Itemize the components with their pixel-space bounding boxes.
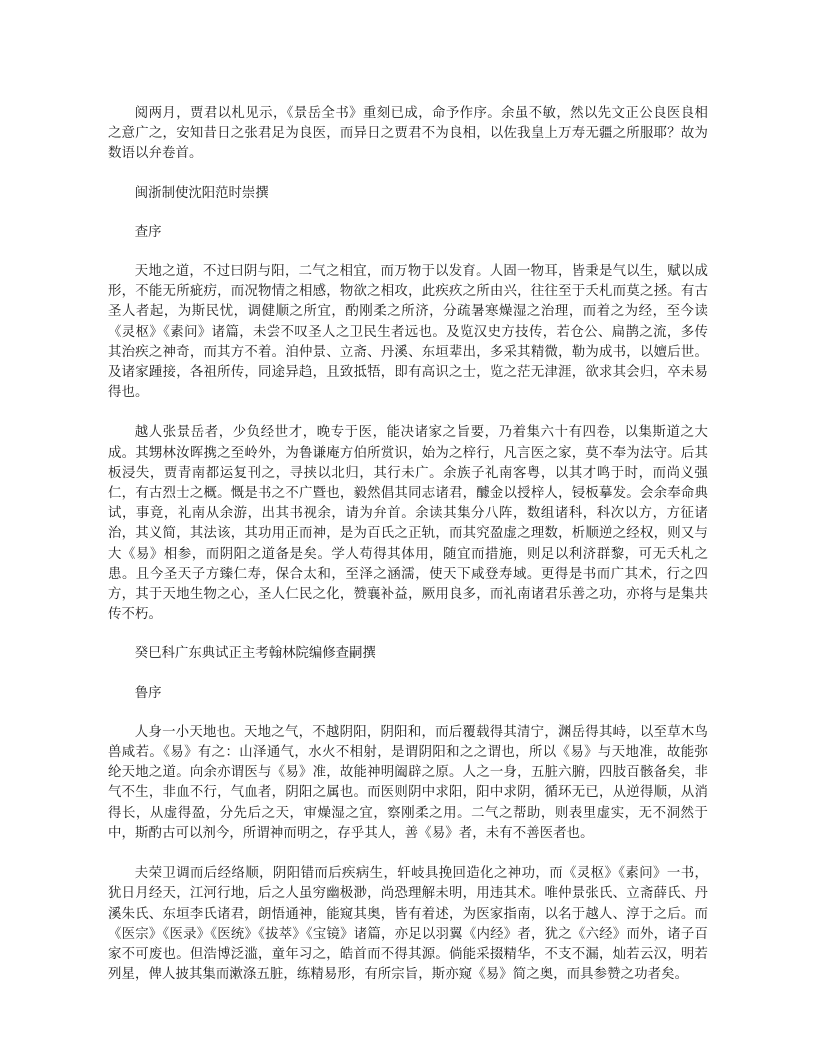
cha-preface-paragraph-1: 天地之道，不过曰阴与阳，二气之相宜，而万物于以发育。人固一物耳，皆秉是气以生，赋以成形，不能无所疵疠，而况物情之相感，物欲之相攻，此疾疚之所由兴，往往至于夭札而莫之拯。有古圣人者起，为斯民忧，调健顺之所宜，酌刚柔之所济，分疏暑寒燥湿之治理，而着之为经，至今读《灵枢》《素问》诸篇，未尝不叹圣人之卫民生者远也。及览汉史方技传，若仓公、扁鹊之流，多传其治疾之神奇，而其方不着。洎仲景、立斋、丹溪、东垣辈出，多采其精微，勒为成书，以嬗后世。及诸家踵接，各祖所传，同途异趋，且致抵牾，即有高识之士，览之茫无津涯，欲求其会归，卒未易得也。	[108, 264, 708, 401]
cha-signature: 癸巳科广东典试正主考翰林院编修查嗣撰	[134, 646, 376, 662]
lu-preface-paragraph-1: 人身一小天地也。天地之气，不越阴阳，阴阳和，而后覆载得其清宁，渊岳得其峙，以至草木鸟兽咸若。《易》有之：山泽通气，水火不相射，是谓阴阳和之之谓也，所以《易》与天地准，故能弥纶天地之道。向余亦谓医与《易》准，故能神明阖辟之原。人之一身，五脏六腑，四肢百骸备矣，非气不生，非血不行，气血者，阴阳之属也。而医则阴中求阳，阳中求阴，循环无已，从逆得顺，从消得长，从虚得盈，分先后之天，审燥湿之宜，察刚柔之用。二气之帮助，则表里虚实，无不洞然于中，斯酌古可以剂今，所谓神而明之，存乎其人，善《易》者，未有不善医者也。	[108, 724, 708, 841]
lu-preface-paragraph-2: 夫荣卫调而后经络顺，阴阳错而后疾病生，轩岐具挽回造化之神功，而《灵枢》《素问》一书，犹日月经天，江河行地，后之人虽穷幽极渺，尚恐理解未明，用违其术。唯仲景张氏、立斋薛氏、丹溪朱氏、东垣李氏诸君，朗悟通神，能窥其奥，皆有着述，为医家指南，以名于越人、淳于之后。而《医宗》《医录》《医统》《拔萃》《宝镜》诸篇，亦足以羽翼《内经》者，犹之《六经》而外，诸子百家不可废也。但浩博泛滥，童年习之，皓首而不得其源。倘能采掇精华，不支不漏，灿若云汉，明若列星，俾人披其集而漱涤五脏，练精易形，有所宗旨，斯亦窥《易》简之奥，而具参赞之功者矣。	[108, 866, 708, 983]
document-page	[108, 104, 708, 985]
fan-signature: 闽浙制使沈阳范时崇撰	[134, 185, 269, 201]
preface-paragraph-1: 阅两月，贾君以札见示，《景岳全书》重刻已成，命予作序。余虽不敏，然以先文正公良医良相之意广之，安知昔日之张君足为良医，而异日之贾君不为良相，以佐我皇上万寿无疆之所服耶？故为数语以弁卷首。	[108, 106, 708, 162]
lu-preface-heading: 鲁序	[134, 685, 162, 701]
cha-preface-heading: 查序	[134, 224, 162, 240]
cha-preface-paragraph-2: 越人张景岳者，少负经世才，晚专于医，能决诸家之旨要，乃着集六十有四卷，以集斯道之大成。其甥林汝晖携之至岭外，为鲁谦庵方伯所赏识，始为之梓行，凡言医之家，莫不奉为法守。后其板浸失，贾青南都运复刊之，寻挟以北归，其行未广。余族子礼南客粤，以其才鸣于时，而尚义强仁，有古烈士之概。慨是书之不广暨也，毅然倡其同志诸君，醵金以授梓人，锓板摹发。会余奉命典试，事竟，礼南从余游，出其书视余，请为弁首。余读其集分八阵，数组诸科，科次以方，方征诸治，其义简，其法该，其功用正而神，是为百氏之正轨，而其究盈虚之理数，析顺逆之经权，则又与大《易》相参，而阴阳之道备是矣。学人苟得其体用，随宜而措施，则足以利济群黎，可无夭札之患。且今圣天子方臻仁寿，保合太和，至泽之涵濡，使天下咸登寿域。更得是书而广其术，行之四方，其于天地生物之心，圣人仁民之化，赞襄补益，厥用良多，而礼南诸君乐善之功，亦将与是集共传不朽。	[108, 425, 708, 623]
